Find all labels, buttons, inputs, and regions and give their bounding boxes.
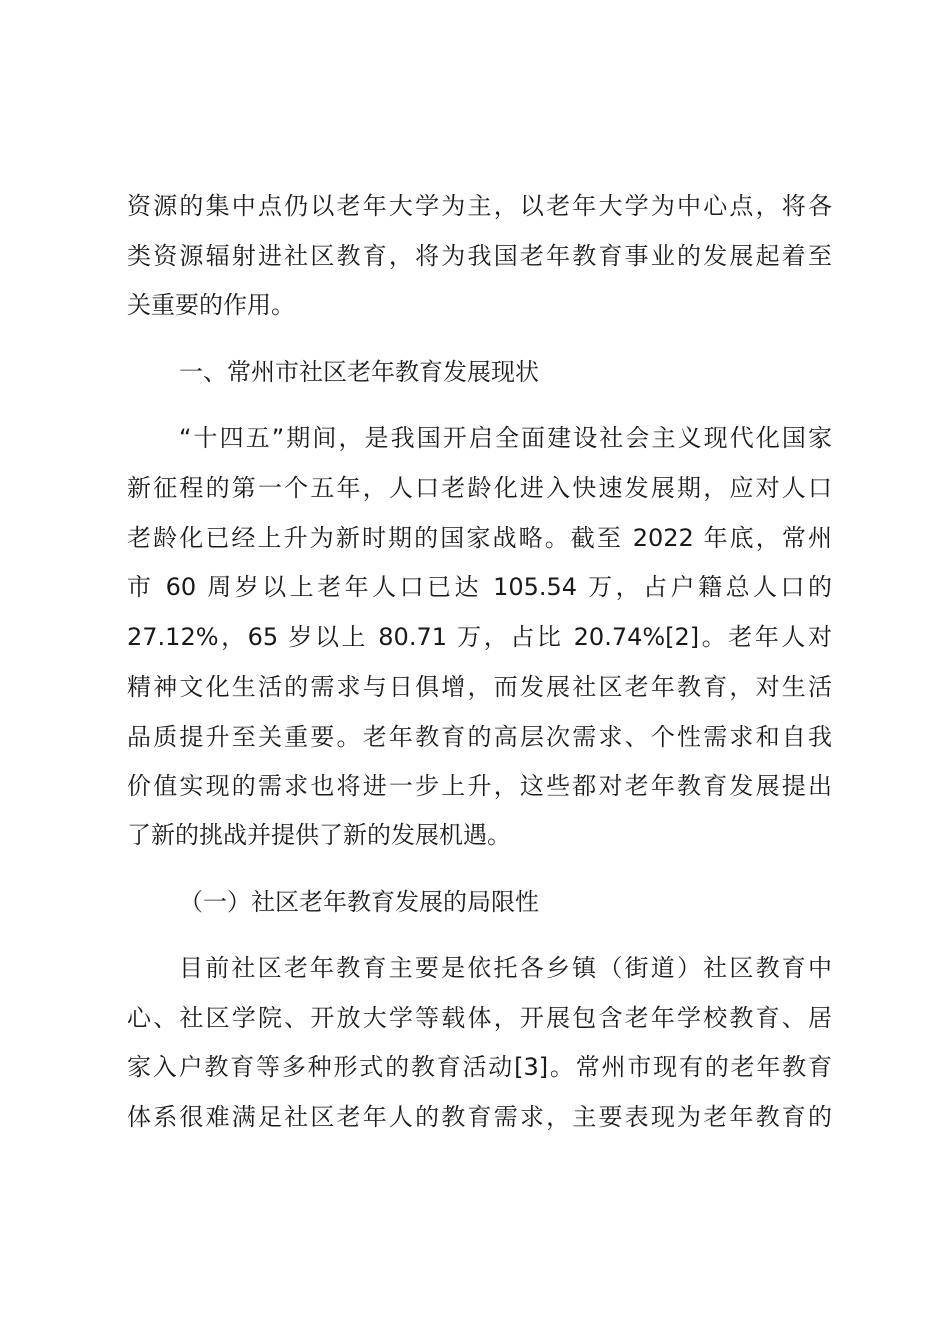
limitations-line-2: 心、社区学院、开放大学等载体，开展包含老年学校教育、居	[127, 1004, 832, 1032]
limitations-line-4: 体系很难满足社区老年人的教育需求，主要表现为老年教育的	[127, 1103, 832, 1131]
status-line-3: 老龄化已经上升为新时期的国家战略。截至 2022 年底，常州	[127, 524, 832, 552]
status-line-7: 品质提升至关重要。老年教育的高层次需求、个性需求和自我	[127, 723, 832, 751]
limitations-line-1: 目前社区老年教育主要是依托各乡镇（街道）社区教育中	[179, 954, 832, 982]
subsection-heading: （一）社区老年教育发展的局限性	[179, 888, 539, 916]
status-line-2: 新征程的第一个五年，人口老龄化进入快速发展期，应对人口	[127, 474, 832, 502]
limitations-line-3: 家入户教育等多种形式的教育活动[3]。常州市现有的老年教育	[127, 1053, 832, 1081]
status-line-1: “十四五”期间，是我国开启全面建设社会主义现代化国家	[179, 424, 832, 452]
intro-line-2: 类资源辐射进社区教育，将为我国老年教育事业的发展起着至	[127, 242, 832, 270]
status-line-9: 了新的挑战并提供了新的发展机遇。	[127, 821, 511, 849]
status-line-6: 精神文化生活的需求与日俱增，而发展社区老年教育，对生活	[127, 673, 832, 701]
section-heading: 一、常州市社区老年教育发展现状	[179, 358, 539, 386]
status-line-4: 市 60 周岁以上老年人口已达 105.54 万，占户籍总人口的	[127, 573, 832, 601]
status-line-5: 27.12%，65 岁以上 80.71 万，占比 20.74%[2]。老年人对	[127, 623, 832, 651]
intro-line-3: 关重要的作用。	[127, 291, 295, 319]
intro-line-1: 资源的集中点仍以老年大学为主，以老年大学为中心点，将各	[127, 192, 832, 220]
status-line-8: 价值实现的需求也将进一步上升，这些都对老年教育发展提出	[127, 772, 832, 800]
